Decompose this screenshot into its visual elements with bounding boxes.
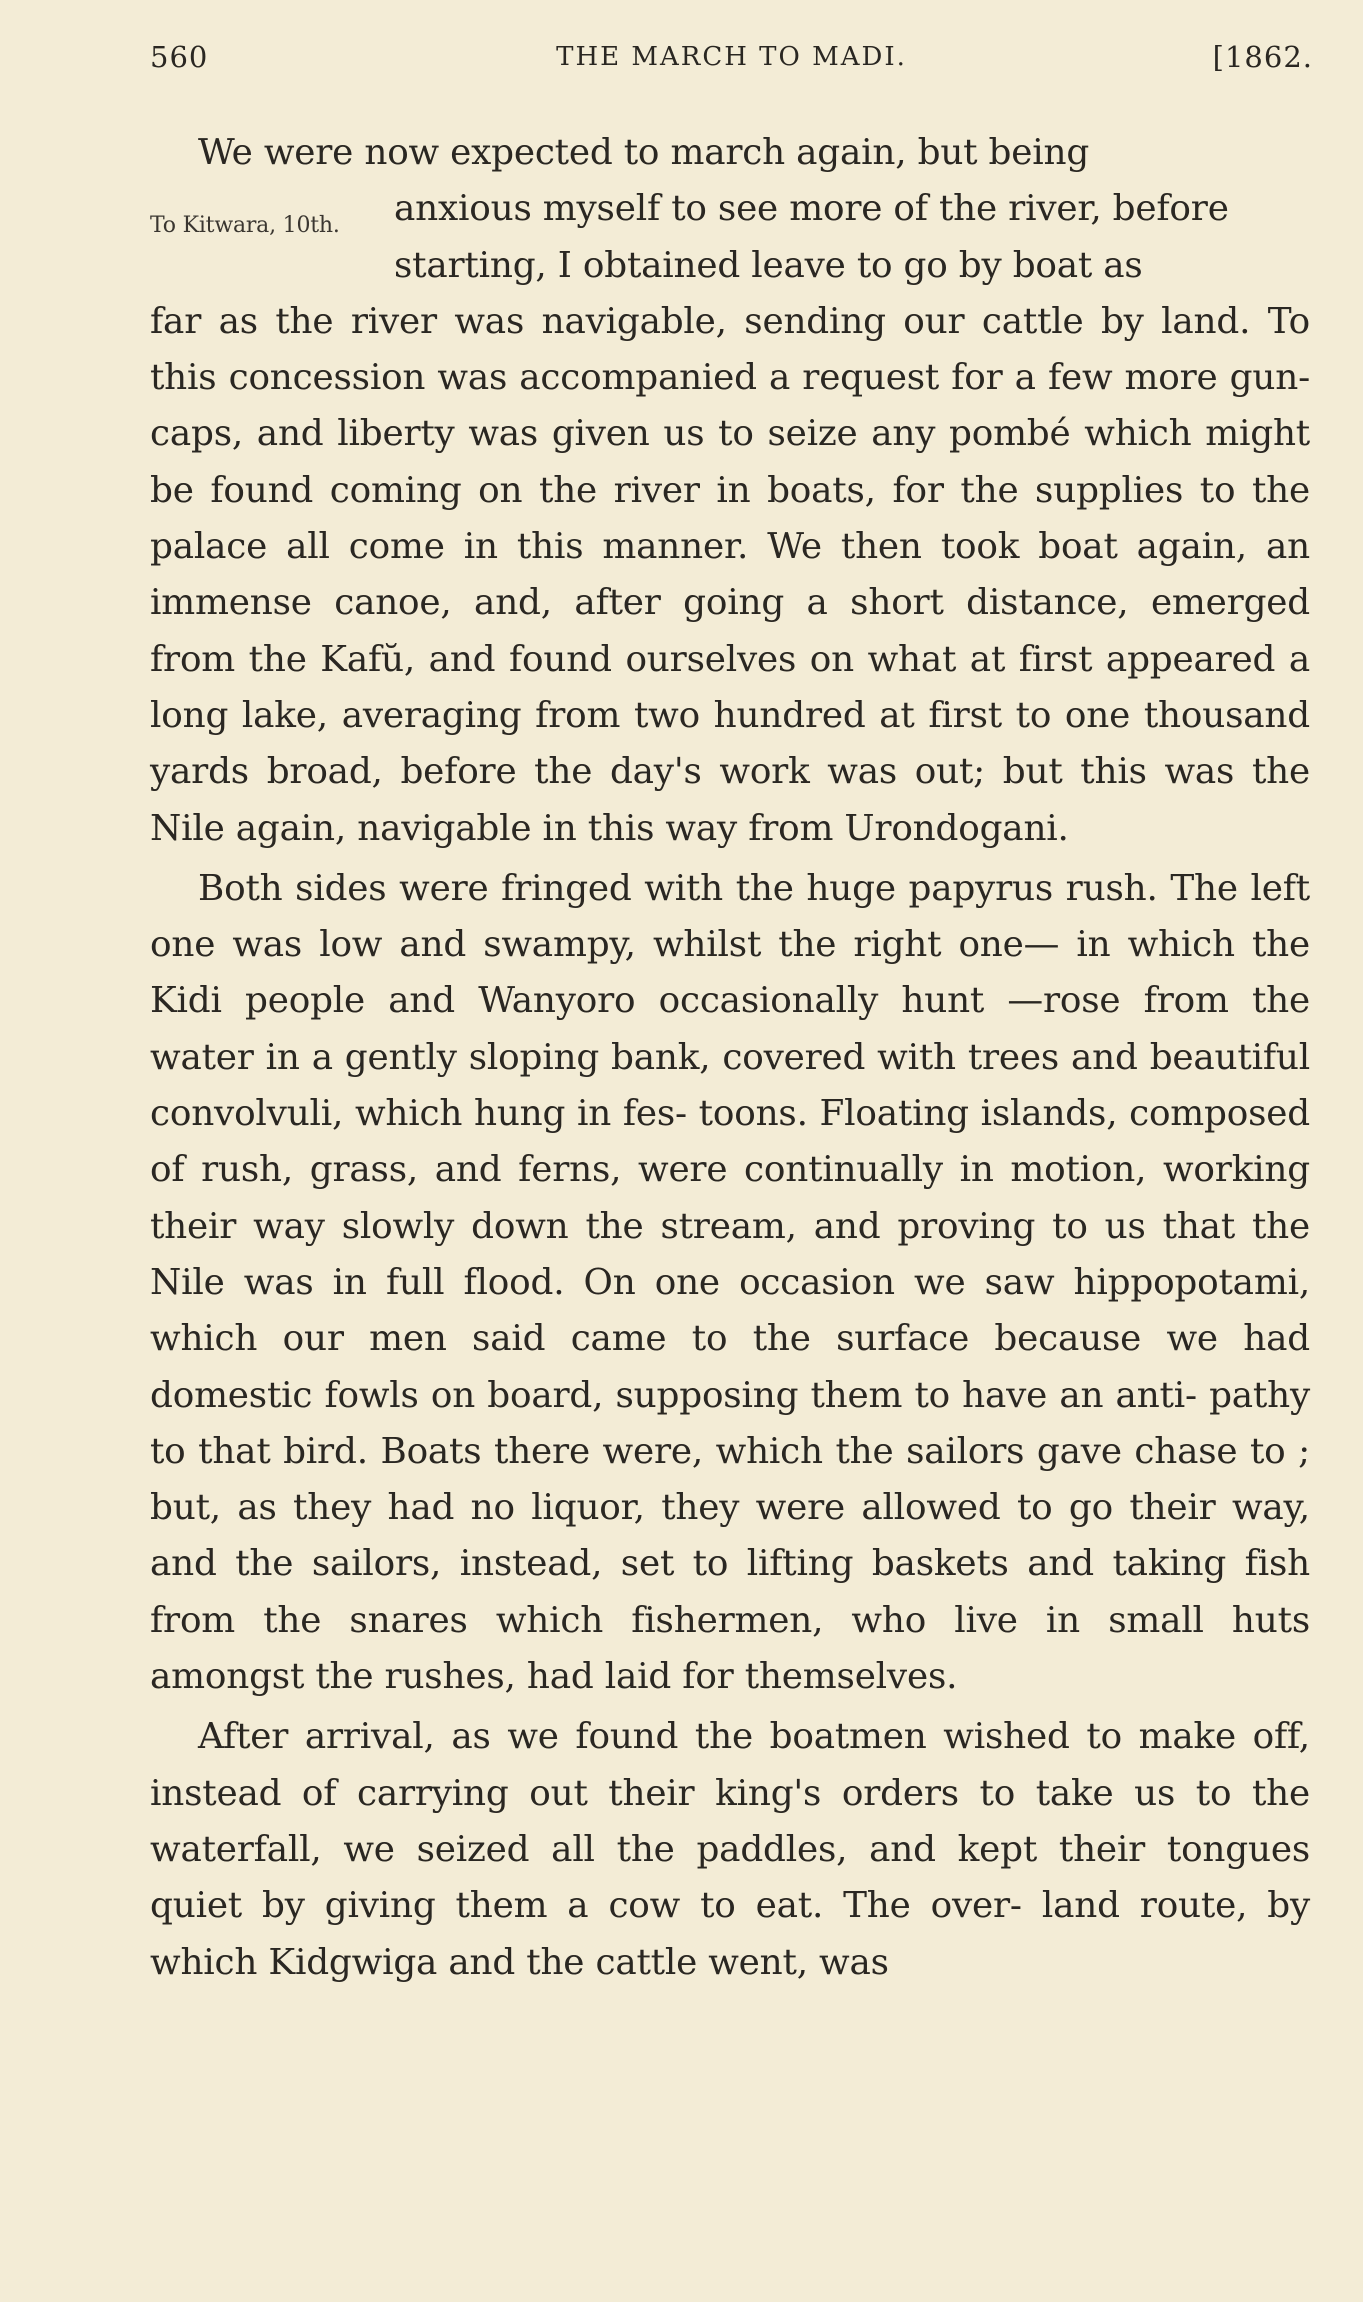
paragraph-1-line-2: anxious myself to see more of the river, before — [394, 188, 1229, 230]
running-title: THE MARCH TO MADI. — [556, 42, 907, 72]
page-number: 560 — [150, 40, 209, 74]
paragraph-1-line-1: We were now expected to march again, but being — [198, 132, 1090, 173]
margin-note: To Kitwara, 10th. — [150, 213, 340, 238]
paragraph-1 — [150, 125, 1310, 857]
running-year: [1862. — [1212, 40, 1313, 74]
paragraph-2: Both sides were fringed with the huge papyrus rush. The left one was low and swampy, whilst the right one— in which the Kidi people and Wanyoro occasionally hunt —rose from the water in a gently sloping bank, covered with trees and beautiful convolvuli, which hung in fes- toons. Floating islands, composed of rush, grass, and ferns, were continually in motion, working their way slowly down the stream, and proving to us that the Nile was in full flood. On one occasion we saw hippopotami, which our men said came to the surface because we had domestic fowls on board, supposing them to have an anti- pathy to that bird. Boats there were, which the sailors gave chase to ; but, as they had no liquor, they were allowed to go their way, and the sailors, instead, set to lifting baskets and taking fish from the snares which fishermen, who live in small huts amongst the rushes, had laid for themselves. — [150, 867, 1310, 1698]
paragraph-1-line-3: starting, I obtained leave to go by boat as — [394, 244, 1143, 286]
running-head — [150, 40, 1313, 80]
paragraph-3: After arrival, as we found the boatmen wished to make off, instead of carrying out their king's orders to take us to the waterfall, we seized all the paddles, and kept their tongues quiet by giving them a cow to eat. The over- land route, by which Kidgwiga and the cattle went, was — [150, 1716, 1310, 1983]
paragraph-1-continued: far as the river was navigable, sending our cattle by land. To this concession was accompanied a request for a few more gun-caps, and liberty was given us to seize any pombé which might be found coming on the river in boats, for the supplies to the palace all come in this manner. We then took boat again, an immense canoe, and, after going a short distance, emerged from the Kafŭ, and found ourselves on what at first appeared a long lake, averaging from two hundred at first to one thousand yards broad, before the day's work was out; but this was the Nile again, navigable in this way from Urondogani. — [150, 300, 1310, 849]
body-text — [150, 125, 1310, 1995]
